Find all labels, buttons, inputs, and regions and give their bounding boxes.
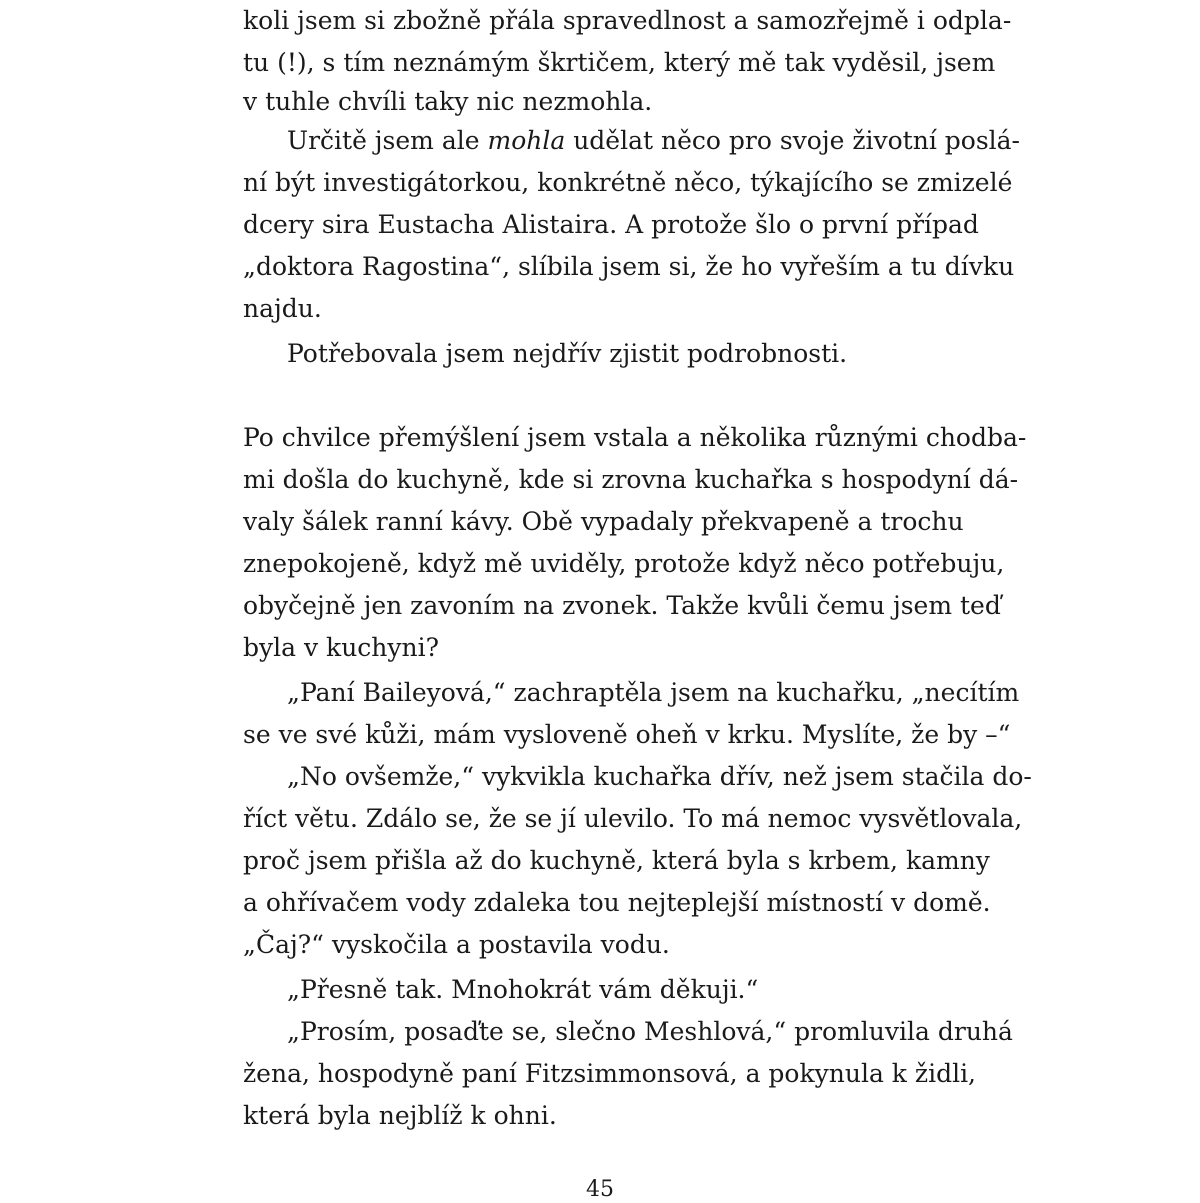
text-line: žena, hospodyně paní Fitzsimmonsová, a pokynula k židli,	[243, 1059, 977, 1088]
text-line: říct větu. Zdálo se, že se jí ulevilo. To má nemoc vysvětlovala,	[243, 804, 1023, 833]
text-line	[287, 120, 1020, 162]
text-line: se ve své kůži, mám vysloveně oheň v krku. Myslíte, že by –“	[243, 720, 1011, 749]
text-line: „Prosím, posaďte se, slečno Meshlová,“ promluvila druhá	[287, 1017, 1013, 1046]
text-line: „No ovšemže,“ vykvikla kuchařka dřív, než jsem stačila do-	[287, 762, 1032, 791]
text-line: koli jsem si zbožně přála spravedlnost a samozřejmě i odpla-	[243, 6, 1012, 35]
text-line: tu (!), s tím neznámým škrtičem, který mě tak vyděsil, jsem	[243, 48, 996, 77]
text-line: dcery sira Eustacha Alistaira. A protože šlo o první případ	[243, 210, 979, 239]
text-line: Potřebovala jsem nejdřív zjistit podrobnosti.	[287, 339, 848, 368]
text-line: která byla nejblíž k ohni.	[243, 1101, 557, 1130]
text-line: „Čaj?“ vyskočila a postavila vodu.	[243, 930, 670, 959]
text-run: Určitě jsem ale	[287, 126, 488, 155]
text-run: udělat něco pro svoje životní poslá-	[565, 126, 1020, 155]
text-line: mi došla do kuchyně, kde si zrovna kuchařka s hospodyní dá-	[243, 465, 1019, 494]
text-line: „doktora Ragostina“, slíbila jsem si, že ho vyřeším a tu dívku	[243, 252, 1015, 281]
text-line: obyčejně jen zavoním na zvonek. Takže kvůli čemu jsem teď	[243, 591, 1001, 620]
text-line: ní být investigátorkou, konkrétně něco, týkajícího se zmizelé	[243, 168, 1013, 197]
text-line: Po chvilce přemýšlení jsem vstala a několika různými chodba-	[243, 423, 1027, 452]
text-line: „Paní Baileyová,“ zachraptěla jsem na kuchařku, „necítím	[287, 678, 1020, 707]
page-number: 45	[586, 1177, 614, 1202]
text-line: a ohřívačem vody zdaleka tou nejteplejší místností v domě.	[243, 888, 991, 917]
text-line: znepokojeně, když mě uviděly, protože když něco potřebuju,	[243, 549, 1005, 578]
text-line: najdu.	[243, 294, 322, 323]
text-line: v tuhle chvíli taky nic nezmohla.	[243, 87, 653, 116]
text-line: „Přesně tak. Mnohokrát vám děkuji.“	[287, 975, 759, 1004]
text-line: byla v kuchyni?	[243, 633, 440, 662]
text-line: valy šálek ranní kávy. Obě vypadaly překvapeně a trochu	[243, 507, 964, 536]
italic-word: mohla	[487, 126, 566, 155]
text-line: proč jsem přišla až do kuchyně, která byla s krbem, kamny	[243, 846, 990, 875]
